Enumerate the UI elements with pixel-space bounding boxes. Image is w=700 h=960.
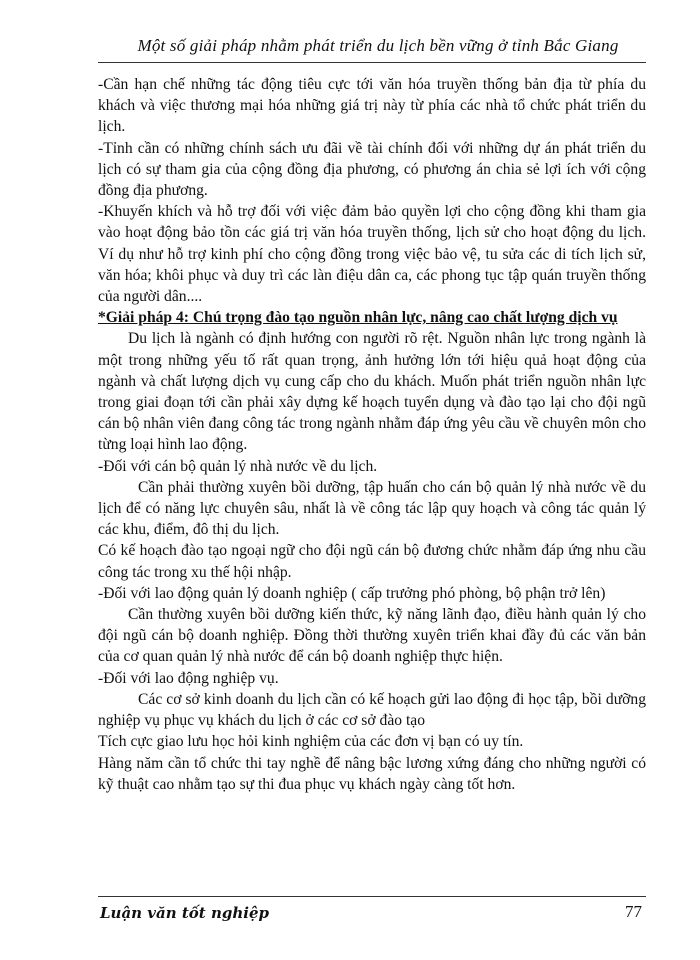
running-header: Một số giải pháp nhằm phát triển du lịch bền vững ở tỉnh Bắc Giang <box>137 36 619 55</box>
body-paragraph: Các cơ sở kinh doanh du lịch cần có kế hoạch gửi lao động đi học tập, bồi dưỡng nghiệp vụ phục vụ khách du lịch ở các cơ sở đào tạo <box>98 690 646 730</box>
body-paragraph: -Đối với lao động nghiệp vụ. <box>98 669 279 687</box>
header-divider <box>98 62 646 63</box>
footer-label: Luận văn tốt nghiệp <box>100 904 269 922</box>
body-paragraph: -Đối với lao động quản lý doanh nghiệp ( cấp trưởng phó phòng, bộ phận trở lên) <box>98 584 606 602</box>
body-paragraph: Hàng năm cần tổ chức thi tay nghề để nâng bậc lương xứng đáng cho những người có kỹ thuật cao nhằm tạo sự thi đua phục vụ khách ngày càng tốt hơn. <box>98 754 646 793</box>
body-paragraph: Cần phải thường xuyên bồi dưỡng, tập huấn cho cán bộ quản lý nhà nước về du lịch để có năng lực chuyên sâu, nhất là về công tác lập quy hoạch và công tác quản lý các khu, điểm, đô thị du lịch. <box>98 478 646 539</box>
body-paragraph: Có kế hoạch đào tạo ngoại ngữ cho đội ngũ cán bộ đương chức nhằm đáp ứng nhu cầu công tác trong xu thế hội nhập. <box>98 542 646 581</box>
body-paragraph: -Tỉnh cần có những chính sách ưu đãi về tài chính đối với những dự án phát triển du lịch có sự tham gia của cộng đồng địa phương, có phương án chia sẻ lợi ích với cộng đồng địa phương. <box>98 139 646 200</box>
body-paragraph: -Cần hạn chế những tác động tiêu cực tới văn hóa truyền thống bản địa từ phía du khách và việc thương mại hóa những giá trị này từ phía các nhà tổ chức phát triển du lịch. <box>98 76 646 136</box>
body-paragraph: Tích cực giao lưu học hỏi kinh nghiệm của các đơn vị bạn có uy tín. <box>98 733 524 751</box>
body-paragraph: Cần thường xuyên bồi dưỡng kiến thức, kỹ năng lãnh đạo, điều hành quản lý cho đội ngũ cán bộ doanh nghiệp. Đồng thời thường xuyên triển khai đầy đủ các văn bản của cơ quan quản lý nhà nước để cán bộ doanh nghiệp thực hiện. <box>98 606 646 666</box>
page-number: 77 <box>625 902 642 921</box>
body-paragraph: -Đối với cán bộ quản lý nhà nước về du lịch. <box>98 457 378 475</box>
document-body <box>98 74 646 795</box>
body-paragraph: Du lịch là ngành có định hướng con người rõ rệt. Nguồn nhân lực trong ngành là một trong những yếu tố rất quan trọng, ảnh hưởng lớn tới hiệu quả hoạt động của ngành và chất lượng dịch vụ cung cấp cho du khách. Muốn phát triển nguồn nhân lực trong giai đoạn tới cần phải xây dựng kế hoạch tuyển dụng và đào tạo lại cho đội ngũ cán bộ nhân viên đang công tác trong ngành nhằm đáp ứng yêu cầu về chuyên môn cho từng loại hình lao động. <box>98 330 646 454</box>
body-paragraph: -Khuyến khích và hỗ trợ đối với việc đảm bảo quyền lợi cho cộng đồng khi tham gia vào hoạt động bảo tồn các giá trị văn hóa truyền thống, lịch sử cho hoạt động du lịch. Ví dụ như hỗ trợ kinh phí cho cộng đồng trong việc bảo vệ, tu sửa các di tích lịch sử, văn hóa; khôi phục và duy trì các làn điệu dân ca, các phong tục tập quán truyền thống của người dân.... <box>98 203 646 306</box>
section-heading: *Giải pháp 4: Chú trọng đào tạo nguồn nhân lực, nâng cao chất lượng dịch vụ <box>98 309 618 327</box>
footer-divider <box>98 896 646 897</box>
